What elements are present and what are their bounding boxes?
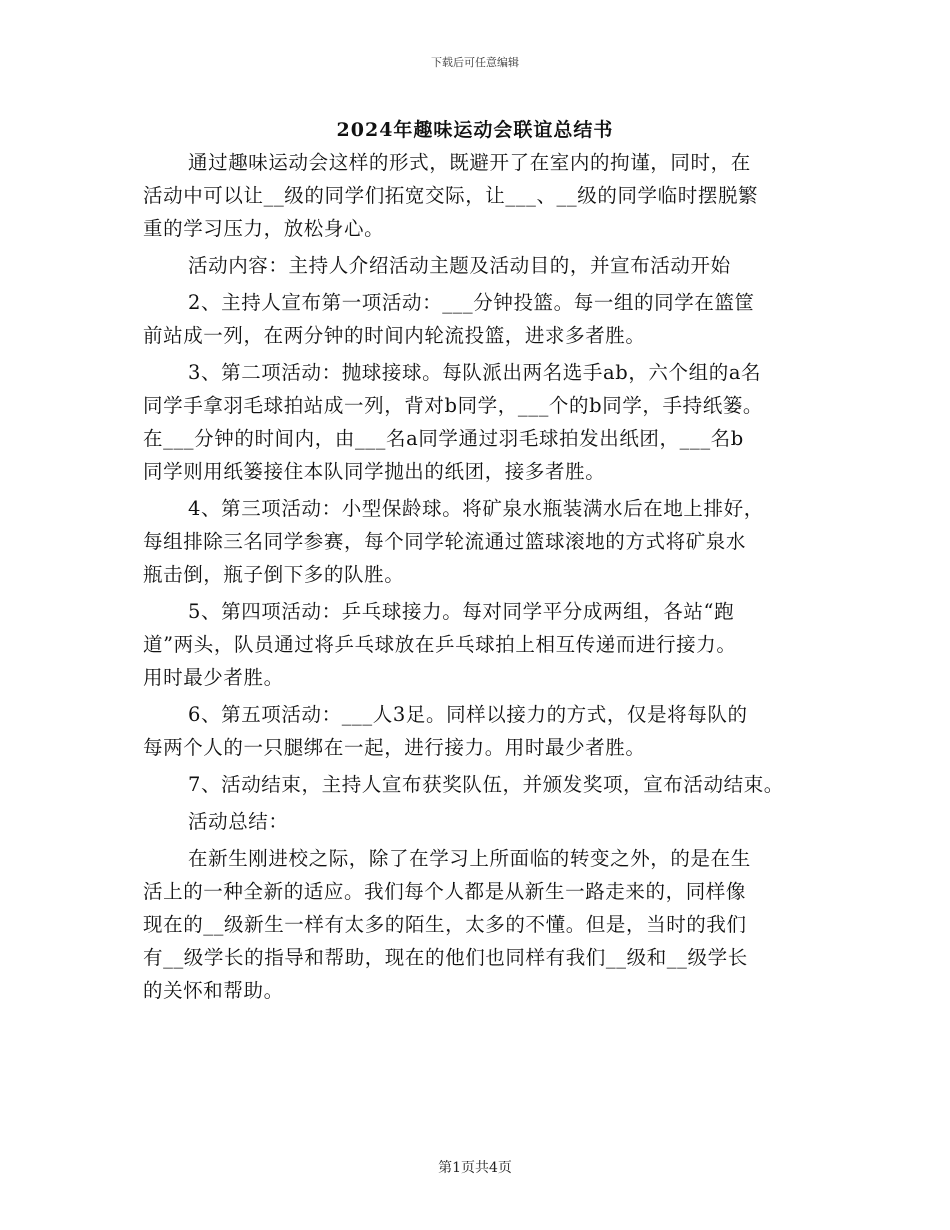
text-line: 6、第五项活动：___人3足。同样以接力的方式，仅是将每队的 <box>188 703 748 726</box>
text-line: 道”两头，队员通过将乒乓球放在乒乓球拍上相互传递而进行接力。 <box>143 633 737 656</box>
paragraph <box>143 698 823 764</box>
paragraph <box>143 356 823 488</box>
paragraph <box>143 768 823 801</box>
paragraph <box>143 595 823 694</box>
text-line: 在___分钟的时间内，由___名a同学通过羽毛球拍发出纸团，___名b <box>143 427 744 450</box>
text-line: 3、第二项活动：抛球接球。每队派出两名选手ab，六个组的a名 <box>188 361 762 384</box>
text-line: 每两个人的一只腿绑在一起，进行接力。用时最少者胜。 <box>143 736 646 759</box>
text-line: 同学则用纸篓接住本队同学抛出的纸团，接多者胜。 <box>143 460 606 483</box>
text-line: 5、第四项活动：乒乓球接力。每对同学平分成两组，各站“跑 <box>188 600 735 623</box>
text-line: 通过趣味运动会这样的形式，既避开了在室内的拘谨，同时，在 <box>188 151 751 174</box>
text-line: 前站成一列，在两分钟的时间内轮流投篮，进求多者胜。 <box>143 324 646 347</box>
text-line: 用时最少者胜。 <box>143 666 284 689</box>
paragraph <box>143 286 823 352</box>
paragraph <box>143 842 823 1007</box>
text-line: 的关怀和帮助。 <box>143 979 284 1002</box>
paragraph <box>143 805 823 838</box>
text-line: 活上的一种全新的适应。我们每个人都是从新生一路走来的，同样像 <box>143 880 747 903</box>
paragraph <box>143 146 823 245</box>
text-line: 在新生刚进校之际，除了在学习上所面临的转变之外，的是在生 <box>188 847 751 870</box>
text-line: 活动内容：主持人介绍活动主题及活动目的，并宣布活动开始 <box>188 254 731 277</box>
text-line: 活动中可以让__级的同学们拓宽交际，让___、__级的同学临时摆脱繁 <box>143 184 759 207</box>
text-line: 现在的__级新生一样有太多的陌生，太多的不懂。但是，当时的我们 <box>143 913 747 936</box>
page-number: 第1页共4页 <box>438 1160 512 1176</box>
text-line: 4、第三项活动：小型保龄球。将矿泉水瓶装满水后在地上排好， <box>188 497 764 520</box>
text-line: 重的学习压力，放松身心。 <box>143 217 385 240</box>
text-line: 瓶击倒，瓶子倒下多的队胜。 <box>143 563 405 586</box>
text-line: 2、主持人宣布第一项活动：___分钟投篮。每一组的同学在篮筐 <box>188 291 755 314</box>
text-line: 活动总结： <box>188 810 289 833</box>
paragraph <box>143 492 823 591</box>
text-line: 7、活动结束，主持人宣布获奖队伍，并颁发奖项，宣布活动结束。 <box>188 773 784 796</box>
header-note: 下载后可任意编辑 <box>431 56 519 69</box>
text-line: 每组排除三名同学参赛，每个同学轮流通过篮球滚地的方式将矿泉水 <box>143 530 747 553</box>
text-line: 有__级学长的指导和帮助，现在的他们也同样有我们__级和__级学长 <box>143 946 748 969</box>
paragraph <box>143 249 823 282</box>
text-line: 同学手拿羽毛球拍站成一列，背对b同学，___个的b同学，手持纸篓。 <box>143 394 764 417</box>
document-title: 2024年趣味运动会联谊总结书 <box>336 119 614 141</box>
document-body <box>143 146 823 1007</box>
